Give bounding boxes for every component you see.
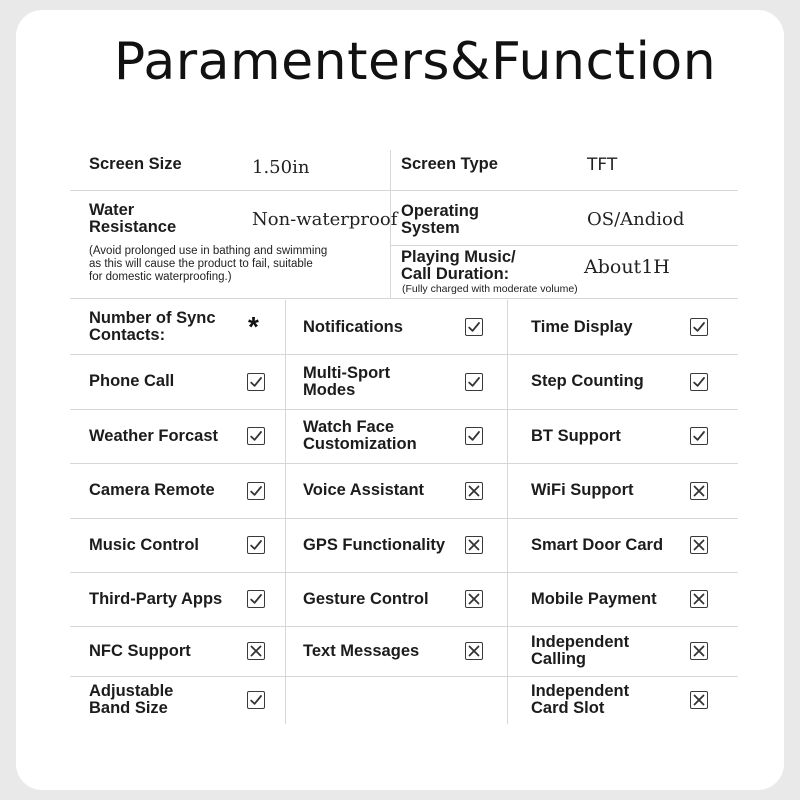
screen-size-value: 1.50in <box>252 157 310 178</box>
water-resistance-value: Non-waterproof <box>252 209 398 230</box>
cross-icon <box>465 536 483 554</box>
cross-icon <box>247 642 265 660</box>
asterisk-icon: * <box>248 311 259 342</box>
feature-label: GPS Functionality <box>303 535 446 554</box>
screen-type-label: Screen Type <box>401 155 498 173</box>
water-resistance-label: Water Resistance <box>89 201 177 236</box>
feature-label: Phone Call <box>89 372 175 390</box>
feature-label: Number of Sync Contacts: <box>89 309 216 344</box>
feature-label: Mobile Payment <box>531 589 657 608</box>
feature-label: Adjustable Band Size <box>89 682 174 717</box>
feature-label: Voice Assistant <box>303 481 425 499</box>
feature-label: WiFi Support <box>531 481 634 499</box>
cross-icon <box>465 642 483 660</box>
grid-divider <box>507 300 508 724</box>
water-resistance-note: (Avoid prolonged use in bathing and swimming as this will cause the product to fail, suitable for domestic waterproofing.) <box>89 245 328 283</box>
feature-label: Independent Card Slot <box>531 682 630 717</box>
divider <box>70 298 738 299</box>
divider <box>390 245 738 246</box>
divider <box>70 190 738 191</box>
feature-label: Multi-Sport Modes <box>303 363 391 399</box>
checkmark-icon <box>465 318 483 336</box>
checkmark-icon <box>247 691 265 709</box>
cross-icon <box>465 482 483 500</box>
cross-icon <box>690 590 708 608</box>
checkmark-icon <box>247 427 265 445</box>
feature-label: Gesture Control <box>303 589 429 608</box>
music-duration-value: About1H <box>584 256 670 278</box>
feature-label: Weather Forcast <box>89 426 218 445</box>
music-duration-label: Playing Music/ Call Duration: <box>401 248 516 283</box>
screen-type-value: TFT <box>587 155 618 175</box>
screen-size-label: Screen Size <box>89 155 182 173</box>
grid-divider <box>70 354 738 355</box>
checkmark-icon <box>247 373 265 391</box>
feature-label: Music Control <box>89 535 199 554</box>
feature-label: Notifications <box>303 317 403 336</box>
feature-label: BT Support <box>531 426 621 445</box>
operating-system-value: OS/Andiod <box>587 209 685 230</box>
feature-label: Watch Face Customization <box>303 418 417 453</box>
feature-label: Step Counting <box>531 372 644 390</box>
grid-divider <box>70 463 738 464</box>
checkmark-icon <box>690 373 708 391</box>
spec-card <box>16 10 784 790</box>
feature-label: Camera Remote <box>89 481 215 499</box>
grid-divider <box>70 676 738 677</box>
feature-label: Time Display <box>531 317 633 336</box>
grid-divider <box>70 518 738 519</box>
feature-label: NFC Support <box>89 641 191 660</box>
feature-label: Text Messages <box>303 641 420 660</box>
checkmark-icon <box>247 536 265 554</box>
checkmark-icon <box>690 427 708 445</box>
feature-label: Independent Calling <box>531 633 630 668</box>
checkmark-icon <box>247 590 265 608</box>
cross-icon <box>690 536 708 554</box>
checkmark-icon <box>465 373 483 391</box>
feature-label: Smart Door Card <box>531 535 664 554</box>
grid-divider <box>70 626 738 627</box>
grid-divider <box>285 300 286 724</box>
page-title: Paramenters&Function <box>113 32 717 92</box>
checkmark-icon <box>465 427 483 445</box>
grid-divider <box>70 572 738 573</box>
cross-icon <box>690 642 708 660</box>
cross-icon <box>690 691 708 709</box>
grid-divider <box>70 409 738 410</box>
cross-icon <box>465 590 483 608</box>
checkmark-icon <box>247 482 265 500</box>
feature-label: Third-Party Apps <box>89 589 223 608</box>
operating-system-label: Operating System <box>401 202 479 237</box>
music-duration-note: (Fully charged with moderate volume) <box>402 283 578 295</box>
checkmark-icon <box>690 318 708 336</box>
cross-icon <box>690 482 708 500</box>
